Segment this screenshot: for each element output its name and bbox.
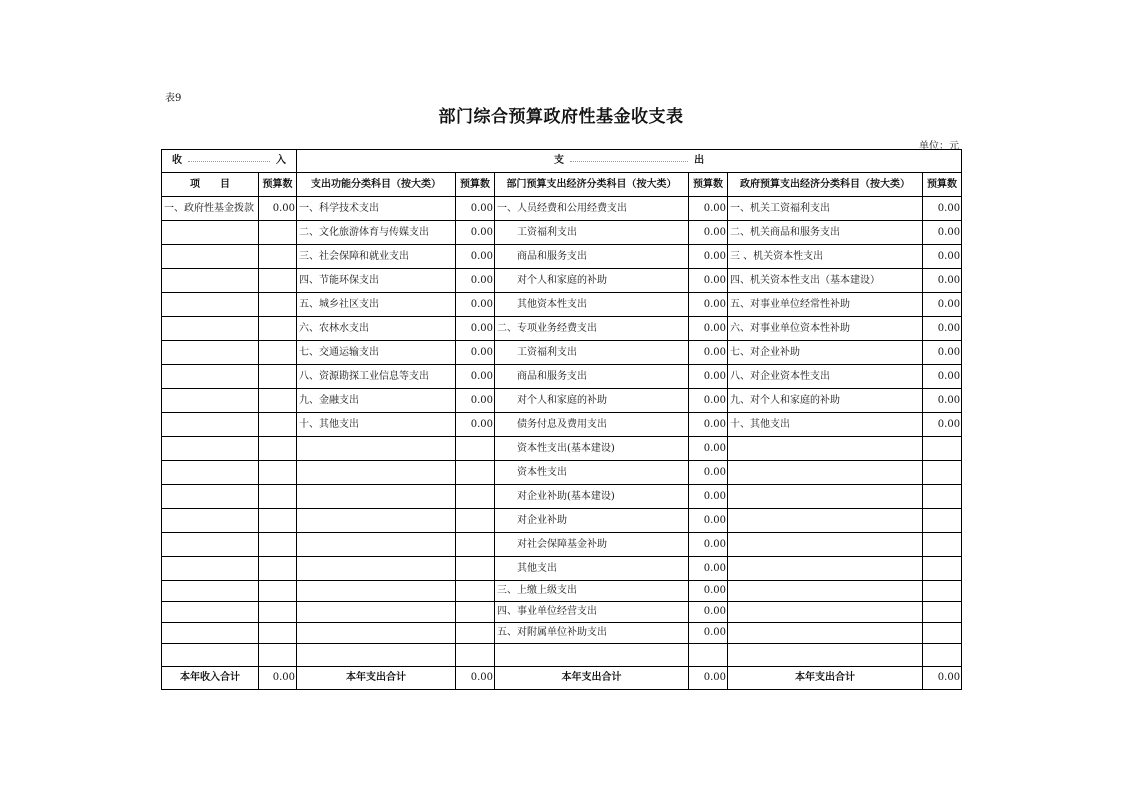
income-header-right: 入 — [276, 155, 286, 166]
col-header-gov-econ-class: 政府预算支出经济分类科目（按大类） — [728, 173, 923, 197]
dept-amount-cell: 0.00 — [689, 269, 728, 293]
dotted-leader — [570, 161, 688, 162]
func-amount-cell — [456, 461, 495, 485]
func-item-cell: 九、金融支出 — [297, 389, 456, 413]
func-amount-cell — [456, 602, 495, 623]
gov-item-cell: 十、其他支出 — [728, 413, 923, 437]
func-item-cell — [297, 623, 456, 644]
table-row — [162, 245, 962, 269]
gov-amount-cell: 0.00 — [923, 317, 962, 341]
func-item-cell: 五、城乡社区支出 — [297, 293, 456, 317]
func-item-cell: 十、其他支出 — [297, 413, 456, 437]
gov-item-cell: 三 、机关资本性支出 — [728, 245, 923, 269]
income-amount-cell — [259, 269, 297, 293]
gov-total-amount: 0.00 — [923, 667, 962, 690]
table-row — [162, 644, 962, 667]
table-row — [162, 509, 962, 533]
func-item-cell — [297, 581, 456, 602]
gov-item-cell: 五、对事业单位经常性补助 — [728, 293, 923, 317]
func-item-cell: 六、农林水支出 — [297, 317, 456, 341]
func-item-cell — [297, 509, 456, 533]
income-item-cell — [162, 623, 259, 644]
income-amount-cell — [259, 293, 297, 317]
dept-item-cell: 其他支出 — [495, 557, 689, 581]
column-header-row — [162, 173, 962, 197]
income-item-cell — [162, 293, 259, 317]
dept-amount-cell: 0.00 — [689, 557, 728, 581]
dept-total-amount: 0.00 — [689, 667, 728, 690]
func-item-cell — [297, 644, 456, 667]
dept-item-cell: 对企业补助(基本建设) — [495, 485, 689, 509]
income-amount-cell — [259, 437, 297, 461]
income-amount-cell: 0.00 — [259, 197, 297, 221]
table-row — [162, 623, 962, 644]
gov-item-cell — [728, 461, 923, 485]
gov-amount-cell: 0.00 — [923, 293, 962, 317]
gov-item-cell: 四、机关资本性支出（基本建设） — [728, 269, 923, 293]
income-item-cell — [162, 365, 259, 389]
gov-item-cell: 六、对事业单位资本性补助 — [728, 317, 923, 341]
table-row — [162, 461, 962, 485]
func-amount-cell: 0.00 — [456, 293, 495, 317]
func-amount-cell — [456, 581, 495, 602]
income-amount-cell — [259, 461, 297, 485]
income-item-cell — [162, 602, 259, 623]
table-number: 表9 — [165, 93, 182, 104]
func-amount-cell — [456, 485, 495, 509]
gov-amount-cell — [923, 485, 962, 509]
table-row — [162, 317, 962, 341]
income-header-left: 收 — [172, 155, 182, 166]
gov-item-cell: 二、机关商品和服务支出 — [728, 221, 923, 245]
expense-header-left: 支 — [554, 155, 564, 166]
total-row — [162, 667, 962, 690]
dept-amount-cell — [689, 644, 728, 667]
income-amount-cell — [259, 389, 297, 413]
gov-item-cell: 八、对企业资本性支出 — [728, 365, 923, 389]
gov-item-cell — [728, 623, 923, 644]
func-amount-cell: 0.00 — [456, 269, 495, 293]
gov-amount-cell — [923, 461, 962, 485]
func-amount-cell — [456, 509, 495, 533]
table-row — [162, 485, 962, 509]
func-amount-cell: 0.00 — [456, 317, 495, 341]
dept-amount-cell: 0.00 — [689, 602, 728, 623]
income-item-cell — [162, 341, 259, 365]
gov-amount-cell — [923, 581, 962, 602]
dept-amount-cell: 0.00 — [689, 509, 728, 533]
func-amount-cell: 0.00 — [456, 389, 495, 413]
func-item-cell: 一、科学技术支出 — [297, 197, 456, 221]
income-amount-cell — [259, 413, 297, 437]
gov-amount-cell — [923, 509, 962, 533]
income-item-cell — [162, 413, 259, 437]
dept-amount-cell: 0.00 — [689, 341, 728, 365]
gov-item-cell — [728, 509, 923, 533]
dept-item-cell: 四、事业单位经营支出 — [495, 602, 689, 623]
income-amount-cell — [259, 533, 297, 557]
func-amount-cell — [456, 533, 495, 557]
dept-amount-cell: 0.00 — [689, 389, 728, 413]
func-item-cell — [297, 602, 456, 623]
gov-amount-cell: 0.00 — [923, 365, 962, 389]
dept-item-cell: 对社会保障基金补助 — [495, 533, 689, 557]
func-amount-cell: 0.00 — [456, 197, 495, 221]
table-row — [162, 557, 962, 581]
dept-amount-cell: 0.00 — [689, 581, 728, 602]
gov-item-cell — [728, 602, 923, 623]
income-amount-cell — [259, 245, 297, 269]
table-row — [162, 221, 962, 245]
gov-amount-cell: 0.00 — [923, 413, 962, 437]
income-item-cell — [162, 581, 259, 602]
dept-amount-cell: 0.00 — [689, 317, 728, 341]
income-amount-cell — [259, 623, 297, 644]
func-amount-cell: 0.00 — [456, 413, 495, 437]
income-item-cell: 一、政府性基金拨款 — [162, 197, 259, 221]
dept-amount-cell: 0.00 — [689, 293, 728, 317]
func-item-cell: 七、交通运输支出 — [297, 341, 456, 365]
income-amount-cell — [259, 365, 297, 389]
gov-item-cell — [728, 557, 923, 581]
unit-label: 单位：元 — [919, 141, 959, 152]
income-item-cell — [162, 557, 259, 581]
dept-item-cell: 工资福利支出 — [495, 341, 689, 365]
gov-amount-cell — [923, 644, 962, 667]
dept-item-cell: 其他资本性支出 — [495, 293, 689, 317]
dept-item-cell: 商品和服务支出 — [495, 365, 689, 389]
dept-amount-cell: 0.00 — [689, 437, 728, 461]
dept-item-cell: 对个人和家庭的补助 — [495, 269, 689, 293]
func-amount-cell: 0.00 — [456, 245, 495, 269]
col-header-dept-econ-class: 部门预算支出经济分类科目（按大类） — [495, 173, 689, 197]
func-amount-cell — [456, 623, 495, 644]
col-header-item: 项 目 — [162, 173, 259, 197]
func-item-cell — [297, 437, 456, 461]
section-header-row — [162, 150, 962, 173]
func-item-cell — [297, 485, 456, 509]
income-amount-cell — [259, 602, 297, 623]
dept-item-cell: 工资福利支出 — [495, 221, 689, 245]
dept-item-cell — [495, 644, 689, 667]
income-amount-cell — [259, 485, 297, 509]
table-row — [162, 533, 962, 557]
dept-item-cell: 一、人员经费和公用经费支出 — [495, 197, 689, 221]
income-amount-cell — [259, 557, 297, 581]
income-amount-cell — [259, 509, 297, 533]
func-amount-cell — [456, 437, 495, 461]
income-item-cell — [162, 221, 259, 245]
col-header-amount: 预算数 — [456, 173, 495, 197]
gov-amount-cell: 0.00 — [923, 389, 962, 413]
gov-amount-cell — [923, 533, 962, 557]
income-amount-cell — [259, 221, 297, 245]
gov-item-cell — [728, 581, 923, 602]
fund-budget-table — [161, 149, 962, 690]
dept-amount-cell: 0.00 — [689, 221, 728, 245]
gov-amount-cell — [923, 602, 962, 623]
func-item-cell — [297, 557, 456, 581]
income-total-amount: 0.00 — [259, 667, 297, 690]
gov-amount-cell: 0.00 — [923, 341, 962, 365]
gov-amount-cell — [923, 437, 962, 461]
dept-item-cell: 对企业补助 — [495, 509, 689, 533]
table-row — [162, 197, 962, 221]
dept-item-cell: 二、专项业务经费支出 — [495, 317, 689, 341]
func-amount-cell: 0.00 — [456, 341, 495, 365]
col-header-func-class: 支出功能分类科目（按大类） — [297, 173, 456, 197]
dept-item-cell: 债务付息及费用支出 — [495, 413, 689, 437]
table-row — [162, 365, 962, 389]
dept-item-cell: 商品和服务支出 — [495, 245, 689, 269]
income-total-label: 本年收入合计 — [162, 667, 259, 690]
dept-amount-cell: 0.00 — [689, 365, 728, 389]
income-item-cell — [162, 245, 259, 269]
income-item-cell — [162, 317, 259, 341]
gov-item-cell: 七、对企业补助 — [728, 341, 923, 365]
func-item-cell: 二、文化旅游体育与传媒支出 — [297, 221, 456, 245]
func-amount-cell — [456, 557, 495, 581]
income-item-cell — [162, 533, 259, 557]
func-amount-cell: 0.00 — [456, 221, 495, 245]
dept-amount-cell: 0.00 — [689, 245, 728, 269]
gov-item-cell: 九、对个人和家庭的补助 — [728, 389, 923, 413]
table-row — [162, 269, 962, 293]
income-section-header — [162, 150, 297, 173]
table-row — [162, 293, 962, 317]
table-row — [162, 413, 962, 437]
page-title: 部门综合预算政府性基金收支表 — [438, 107, 684, 127]
gov-amount-cell — [923, 557, 962, 581]
gov-item-cell — [728, 485, 923, 509]
table-row — [162, 389, 962, 413]
income-item-cell — [162, 461, 259, 485]
income-item-cell — [162, 437, 259, 461]
func-item-cell: 三、社会保障和就业支出 — [297, 245, 456, 269]
income-item-cell — [162, 389, 259, 413]
income-item-cell — [162, 509, 259, 533]
dept-amount-cell: 0.00 — [689, 197, 728, 221]
func-item-cell — [297, 461, 456, 485]
gov-item-cell — [728, 533, 923, 557]
gov-total-label: 本年支出合计 — [728, 667, 923, 690]
col-header-amount: 预算数 — [923, 173, 962, 197]
func-item-cell — [297, 533, 456, 557]
func-total-label: 本年支出合计 — [297, 667, 456, 690]
func-item-cell: 八、资源勘探工业信息等支出 — [297, 365, 456, 389]
dept-amount-cell: 0.00 — [689, 413, 728, 437]
col-header-amount: 预算数 — [259, 173, 297, 197]
expense-section-header — [297, 150, 962, 173]
gov-amount-cell — [923, 623, 962, 644]
dept-amount-cell: 0.00 — [689, 533, 728, 557]
dept-amount-cell: 0.00 — [689, 485, 728, 509]
income-amount-cell — [259, 317, 297, 341]
income-amount-cell — [259, 341, 297, 365]
gov-amount-cell: 0.00 — [923, 221, 962, 245]
col-header-amount: 预算数 — [689, 173, 728, 197]
table-row — [162, 581, 962, 602]
gov-item-cell: 一、机关工资福利支出 — [728, 197, 923, 221]
dept-item-cell: 对个人和家庭的补助 — [495, 389, 689, 413]
income-item-cell — [162, 269, 259, 293]
income-item-cell — [162, 644, 259, 667]
table-row — [162, 437, 962, 461]
func-item-cell: 四、节能环保支出 — [297, 269, 456, 293]
expense-header-right: 出 — [694, 155, 705, 166]
gov-amount-cell: 0.00 — [923, 269, 962, 293]
gov-item-cell — [728, 437, 923, 461]
dept-total-label: 本年支出合计 — [495, 667, 689, 690]
func-amount-cell — [456, 644, 495, 667]
gov-amount-cell: 0.00 — [923, 197, 962, 221]
income-amount-cell — [259, 581, 297, 602]
dept-item-cell: 资本性支出(基本建设) — [495, 437, 689, 461]
table-row — [162, 341, 962, 365]
func-total-amount: 0.00 — [456, 667, 495, 690]
table-row — [162, 602, 962, 623]
gov-item-cell — [728, 644, 923, 667]
dept-amount-cell: 0.00 — [689, 623, 728, 644]
income-amount-cell — [259, 644, 297, 667]
dept-item-cell: 三、上缴上级支出 — [495, 581, 689, 602]
dept-amount-cell: 0.00 — [689, 461, 728, 485]
dept-item-cell: 五、对附属单位补助支出 — [495, 623, 689, 644]
dotted-leader — [188, 161, 270, 162]
gov-amount-cell: 0.00 — [923, 245, 962, 269]
income-item-cell — [162, 485, 259, 509]
dept-item-cell: 资本性支出 — [495, 461, 689, 485]
func-amount-cell: 0.00 — [456, 365, 495, 389]
